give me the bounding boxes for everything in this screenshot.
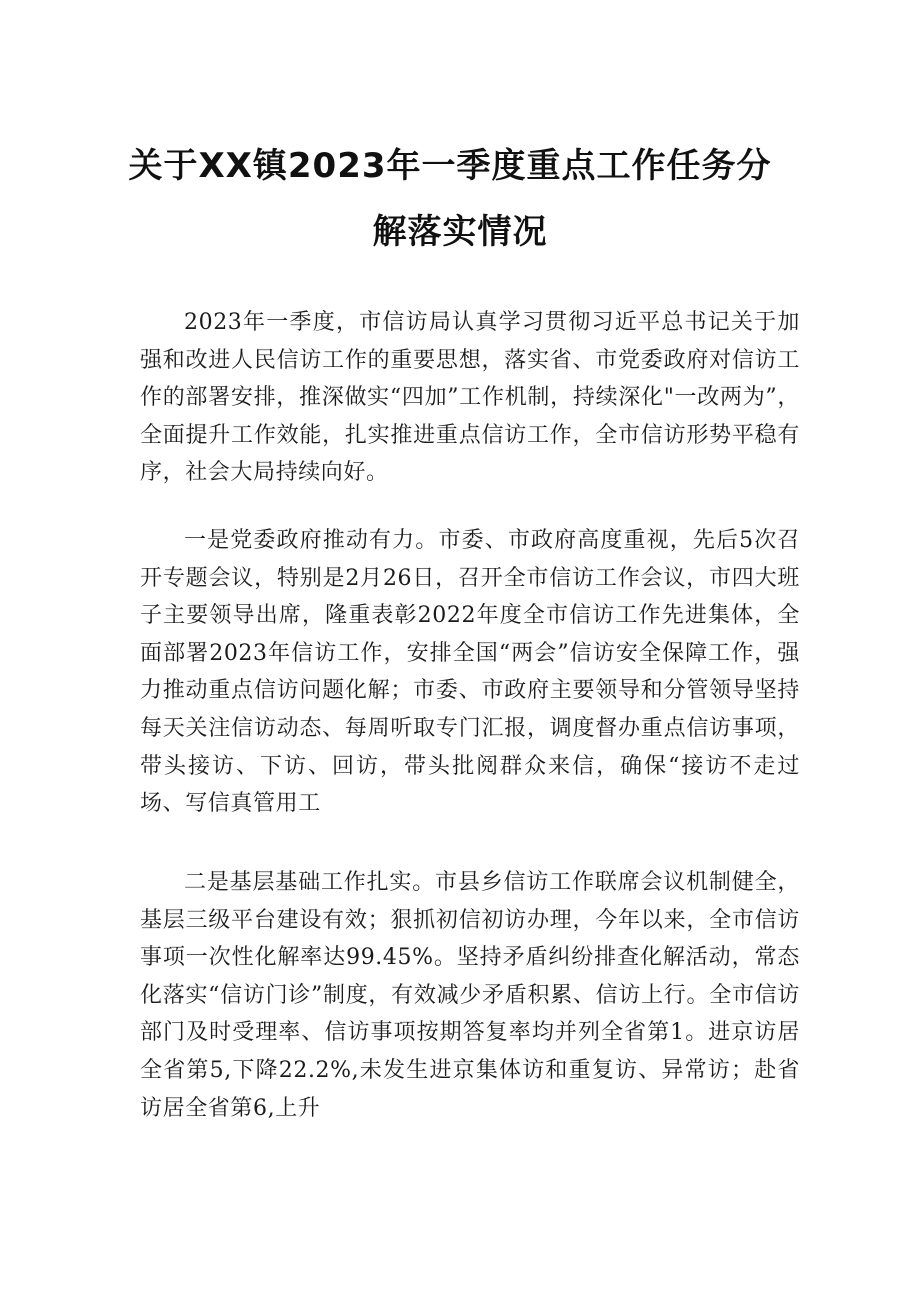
- paragraph-party-leadership: 一是党委政府推动有力。市委、市政府高度重视，先后5次召开专题会议，特别是2月26日，召开全市信访工作会议，市四大班子主要领导出席，隆重表彰2022年度全市信访工作先进集体，全面部署2023年信访工作，安排全国“两会”信访安全保障工作，强力推动重点信访问题化解；市委、市政府主要领导和分管领导坚持每天关注信访动态、每周听取专门汇报，调度督办重点信访事项，带头接访、下访、回访，带头批阅群众来信，确保“接访不走过场、写信真管用工: [140, 528, 800, 817]
- document-title-line-2: 解落实情况: [372, 212, 548, 252]
- paragraph-intro: 2023年一季度，市信访局认真学习贯彻习近平总书记关于加强和改进人民信访工作的重要思想，落实省、市党委政府对信访工作的部署安排，推深做实“四加”工作机制，持续深化"一改两为”，全面提升工作效能，扎实推进重点信访工作，全市信访形势平稳有序，社会大局持续向好。: [140, 310, 800, 486]
- paragraph-grassroots-work: 二是基层基础工作扎实。市县乡信访工作联席会议机制健全，基层三级平台建设有效；狠抓初信初访办理，今年以来，全市信访事项一次性化解率达99.45%。坚持矛盾纠纷排查化解活动，常态化落实“信访门诊”制度，有效减少矛盾积累、信访上行。全市信访部门及时受理率、信访事项按期答复率均并列全省第1。进京访居全省第5,下降22.2%,未发生进京集体访和重复访、异常访；赴省访居全省第6,上升: [140, 870, 800, 1121]
- document-title-line-1: 关于XX镇2023年一季度重点工作任务分: [128, 146, 772, 186]
